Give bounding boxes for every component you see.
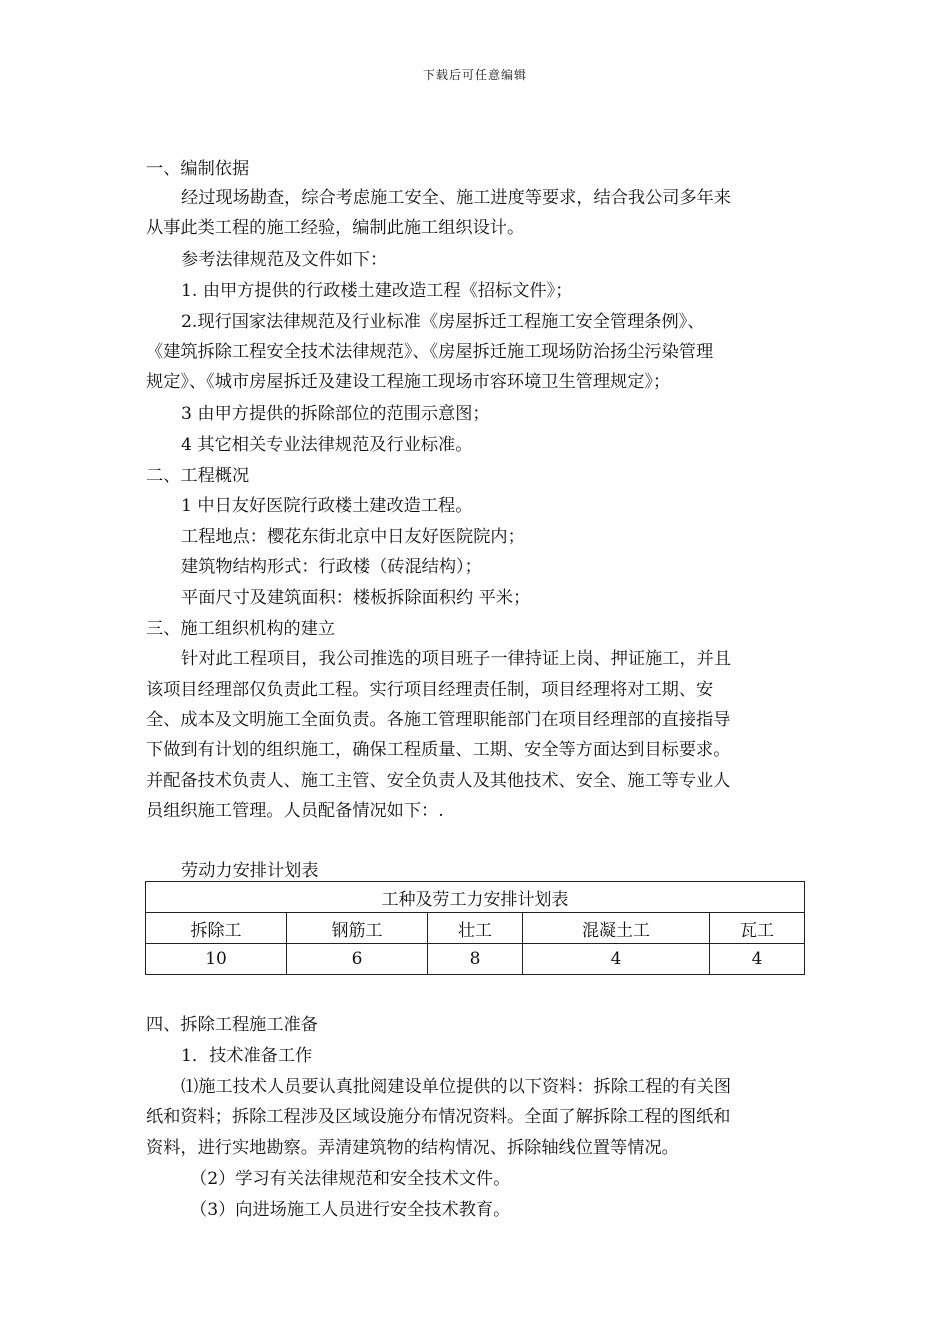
table-header-cell: 混凝土工 (522, 913, 709, 944)
list-item: 3 由甲方提供的拆除部位的范围示意图； (181, 404, 490, 424)
paragraph-line: 纸和资料；拆除工程涉及区域设施分布情况资料。全面了解拆除工程的图纸和 (146, 1107, 731, 1127)
labor-plan-table (145, 881, 805, 975)
paragraph-line: 1 中日友好医院行政楼土建改造工程。 (181, 496, 473, 516)
list-item: （2）学习有关法律规范和安全技术文件。 (190, 1169, 511, 1189)
table-value-cell: 6 (287, 944, 428, 975)
paragraph-line: 工程地点：樱花东街北京中日友好医院院内； (181, 527, 525, 547)
table-value-cell: 10 (146, 944, 287, 975)
paragraph-line: 资料，进行实地勘察。弄清建筑物的结构情况、拆除轴线位置等情况。 (146, 1138, 679, 1158)
table-caption: 劳动力安排计划表 (181, 861, 319, 881)
paragraph-line: 参考法律规范及文件如下： (181, 250, 388, 270)
table-header-cell: 钢筋工 (287, 913, 428, 944)
table-header-cell: 壮工 (428, 913, 523, 944)
paragraph-line: 规定》、《城市房屋拆迁及建设工程施工现场市容环境卫生管理规定》； (146, 372, 671, 392)
section-heading-2: 二、工程概况 (146, 466, 250, 486)
page-header: 下载后可任意编辑 (422, 68, 527, 82)
paragraph-line: 从事此类工程的施工经验，编制此施工组织设计。 (146, 218, 525, 238)
section-heading-3: 三、施工组织机构的建立 (146, 619, 336, 639)
list-item: 2.现行国家法律规范及行业标准《房屋拆迁工程施工安全管理条例》、 (181, 312, 705, 332)
paragraph-line: 全、成本及文明施工全面负责。各施工管理职能部门在项目经理部的直接指导 (146, 710, 731, 730)
paragraph-line: 经过现场勘查，综合考虑施工安全、施工进度等要求，结合我公司多年来 (181, 188, 732, 208)
paragraph-line: 下做到有计划的组织施工，确保工程质量、工期、安全等方面达到目标要求。 (146, 740, 731, 760)
paragraph-line: 平面尺寸及建筑面积：楼板拆除面积约 平米； (181, 588, 531, 608)
subheading: 1．技术准备工作 (181, 1046, 313, 1066)
table-value-cell: 8 (428, 944, 523, 975)
section-heading-1: 一、编制依据 (146, 159, 250, 179)
paragraph-line: 针对此工程项目，我公司推选的项目班子一律持证上岗、押证施工，并且 (181, 649, 732, 669)
table-header-cell: 瓦工 (710, 913, 805, 944)
list-item: 4 其它相关专业法律规范及行业标准。 (181, 435, 473, 455)
paragraph-line: 员组织施工管理。人员配备情况如下：. (146, 801, 444, 821)
list-item: 1. 由甲方提供的行政楼土建改造工程《招标文件》； (181, 281, 573, 301)
paragraph-line: 《建筑拆除工程安全技术法律规范》、《房屋拆迁施工现场防治扬尘污染管理 (146, 342, 714, 362)
section-heading-4: 四、拆除工程施工准备 (146, 1015, 318, 1035)
table-value-cell: 4 (522, 944, 709, 975)
paragraph-line: 该项目经理部仅负责此工程。实行项目经理责任制，项目经理将对工期、安 (146, 680, 714, 700)
list-item: （3）向进场施工人员进行安全技术教育。 (190, 1200, 511, 1220)
paragraph-line: 并配备技术负责人、施工主管、安全负责人及其他技术、安全、施工等专业人 (146, 771, 731, 791)
table-value-cell: 4 (710, 944, 805, 975)
paragraph-line: ⑴施工技术人员要认真批阅建设单位提供的以下资料：拆除工程的有关图 (181, 1077, 732, 1097)
table-header-cell: 拆除工 (146, 913, 287, 944)
paragraph-line: 建筑物结构形式：行政楼（砖混结构）； (181, 557, 482, 577)
table-title: 工种及劳工力安排计划表 (146, 882, 805, 913)
